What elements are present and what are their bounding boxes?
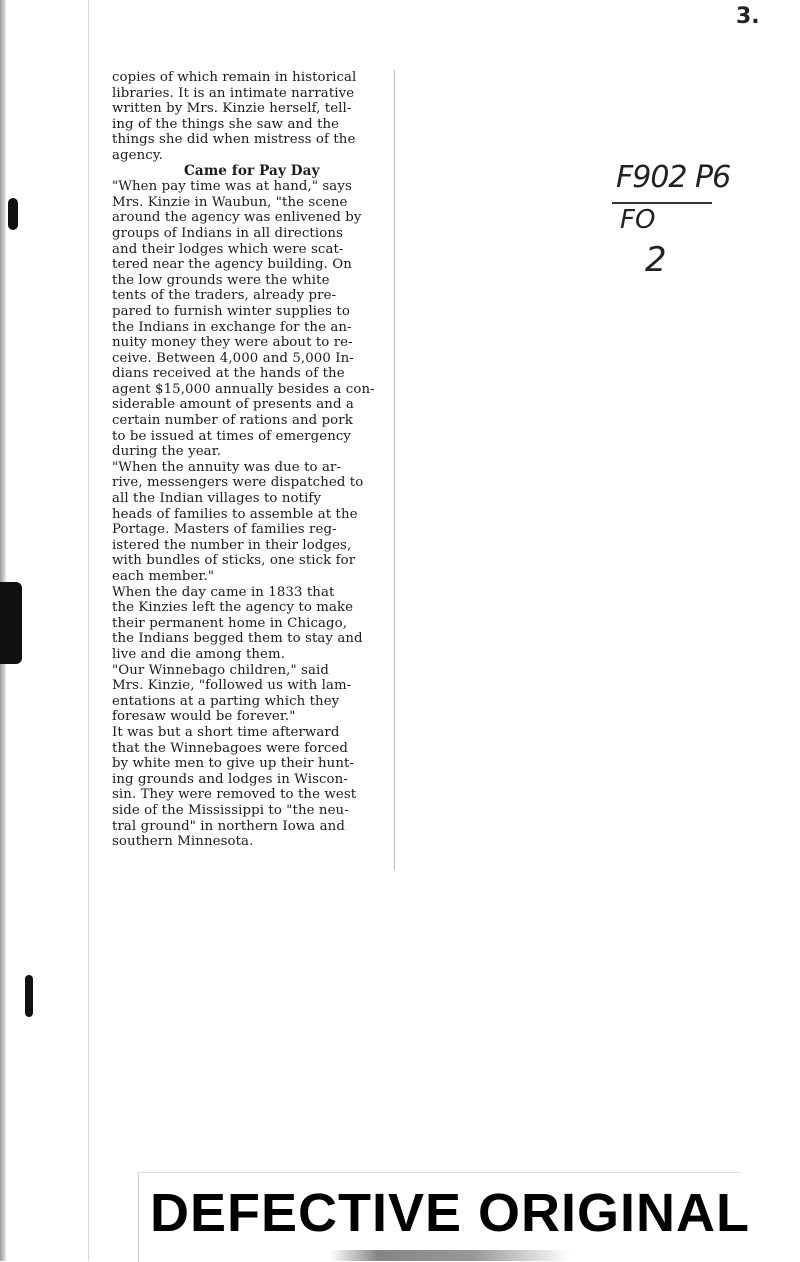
article-line: around the agency was enlivened by bbox=[112, 210, 362, 226]
article-line: entations at a parting which they bbox=[112, 693, 340, 709]
article-line: their permanent home in Chicago, bbox=[112, 615, 348, 631]
defective-original-stamp: DEFECTIVE ORIGINAL bbox=[150, 1183, 751, 1243]
article-line: "Our Winnebago children," said bbox=[112, 662, 329, 678]
article-line: the Kinzies left the agency to make bbox=[112, 600, 354, 616]
article-line: groups of Indians in all directions bbox=[112, 225, 343, 241]
handwritten-number: 2 bbox=[645, 240, 667, 280]
newspaper-clipping bbox=[108, 70, 395, 870]
article-line: and their lodges which were scat- bbox=[112, 241, 344, 257]
article-line: to be issued at times of emergency bbox=[112, 428, 352, 444]
article-line: nuity money they were about to re- bbox=[112, 335, 353, 351]
article-line: agency. bbox=[112, 147, 163, 163]
article-line: ing grounds and lodges in Wiscon- bbox=[112, 771, 348, 787]
article-line: foresaw would be forever." bbox=[112, 709, 296, 725]
punch-mark bbox=[25, 975, 33, 1017]
article-line: written by Mrs. Kinzie herself, tell- bbox=[112, 101, 352, 117]
article-line: live and die among them. bbox=[112, 646, 286, 662]
article-line: istered the number in their lodges, bbox=[112, 537, 352, 553]
article-line: ceive. Between 4,000 and 5,000 In- bbox=[112, 350, 354, 366]
article-line: all the Indian villages to notify bbox=[112, 491, 322, 507]
article-line: southern Minnesota. bbox=[112, 834, 254, 850]
article-text bbox=[112, 70, 392, 850]
article-line: agent $15,000 annually besides a con- bbox=[112, 381, 375, 397]
article-line: "When pay time was at hand," says bbox=[112, 179, 352, 195]
article-line: siderable amount of presents and a bbox=[112, 397, 354, 413]
punch-mark bbox=[0, 582, 22, 664]
article-line: rive, messengers were dispatched to bbox=[112, 475, 364, 491]
article-line: libraries. It is an intimate narrative bbox=[112, 85, 355, 101]
article-line: tral ground" in northern Iowa and bbox=[112, 818, 345, 834]
article-line: Portage. Masters of families reg- bbox=[112, 522, 337, 538]
page-number: 3. bbox=[736, 4, 760, 29]
page-fold-line bbox=[88, 0, 89, 1261]
article-line: the low grounds were the white bbox=[112, 272, 330, 288]
article-line: sin. They were removed to the west bbox=[112, 787, 357, 803]
article-line: each member." bbox=[112, 569, 215, 584]
article-line: during the year. bbox=[112, 444, 222, 460]
article-line: that the Winnebagoes were forced bbox=[112, 740, 348, 756]
handwritten-call-number: F902 P6 bbox=[616, 160, 731, 195]
article-line: Mrs. Kinzie in Waubun, "the scene bbox=[112, 194, 348, 210]
article-line: heads of families to assemble at the bbox=[112, 506, 358, 522]
article-line: "When the annuity was due to ar- bbox=[112, 459, 342, 475]
article-line: Mrs. Kinzie, "followed us with lam- bbox=[112, 678, 352, 694]
article-line: tered near the agency building. On bbox=[112, 257, 352, 273]
article-line: tents of the traders, already pre- bbox=[112, 288, 337, 304]
article-body bbox=[112, 179, 392, 850]
article-line: certain number of rations and pork bbox=[112, 413, 353, 429]
article-line: ing of the things she saw and the bbox=[112, 116, 340, 132]
article-line: pared to furnish winter supplies to bbox=[112, 303, 350, 319]
scan-edge-mark bbox=[330, 1250, 570, 1261]
article-line: copies of which remain in historical bbox=[112, 70, 357, 85]
article-line: side of the Mississippi to "the neu- bbox=[112, 802, 349, 818]
article-line: with bundles of sticks, one stick for bbox=[112, 553, 356, 569]
article-line: by white men to give up their hunt- bbox=[112, 756, 355, 772]
article-line: dians received at the hands of the bbox=[112, 366, 345, 382]
article-line: the Indians begged them to stay and bbox=[112, 631, 363, 647]
article-line: things she did when mistress of the bbox=[112, 132, 356, 148]
section-heading: Came for Pay Day bbox=[184, 162, 320, 179]
punch-mark bbox=[8, 198, 18, 230]
article-line: the Indians in exchange for the an- bbox=[112, 319, 352, 335]
article-line: When the day came in 1833 that bbox=[112, 584, 335, 600]
handwritten-underline bbox=[612, 202, 712, 204]
handwritten-note: FO bbox=[620, 205, 656, 235]
article-line: It was but a short time afterward bbox=[112, 724, 340, 740]
